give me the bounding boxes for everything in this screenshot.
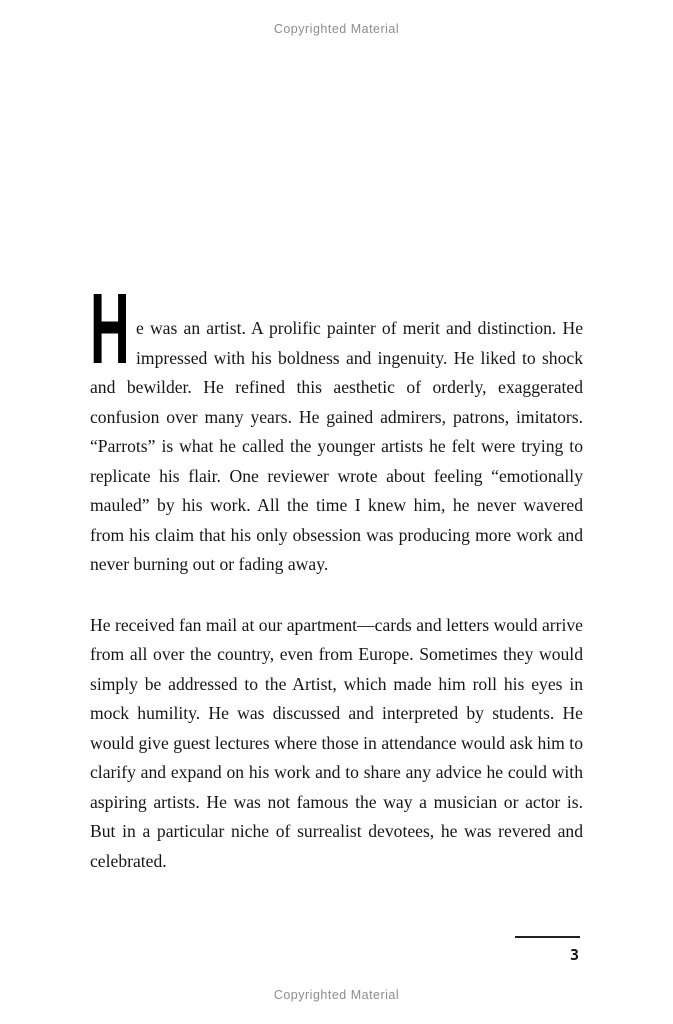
- paragraph-1-text: e was an artist. A prolific painter of merit and distinction. He impressed with his boldness and ingenuity. He liked to shock and bewilder. He refined this aesthetic of orderly, exaggerated confusion over many years. He gained admirers, patrons, imitators. “Parrots” is what he called the younger artists he felt were trying to replicate his flair. One reviewer wrote about feeling “emotionally mauled” by his work. All the time I knew him, he never wavered from his claim that his only obsession was producing more work and never burning out or fading away.: [90, 318, 583, 574]
- page-number: 3: [569, 946, 579, 964]
- drop-cap: H: [90, 273, 130, 385]
- text-block: [90, 273, 583, 876]
- copyright-notice-bottom: Copyrighted Material: [273, 988, 400, 1002]
- page-footer-folio: [515, 936, 580, 964]
- paragraph-2: He received fan mail at our apartment—cards and letters would arrive from all over the country, even from Europe. Sometimes they would simply be addressed to the Artist, which made him roll his eyes in mock humility. He was discussed and interpreted by students. He would give guest lectures where those in attendance would ask him to clarify and expand on his work and to share any advice he could with aspiring artists. He was not famous the way a musician or actor is. But in a particular niche of surrealist devotees, he was revered and celebrated.: [90, 614, 583, 871]
- page-number-rule: [515, 936, 580, 938]
- paragraph-1: [90, 273, 583, 580]
- copyright-notice-top: Copyrighted Material: [273, 22, 400, 36]
